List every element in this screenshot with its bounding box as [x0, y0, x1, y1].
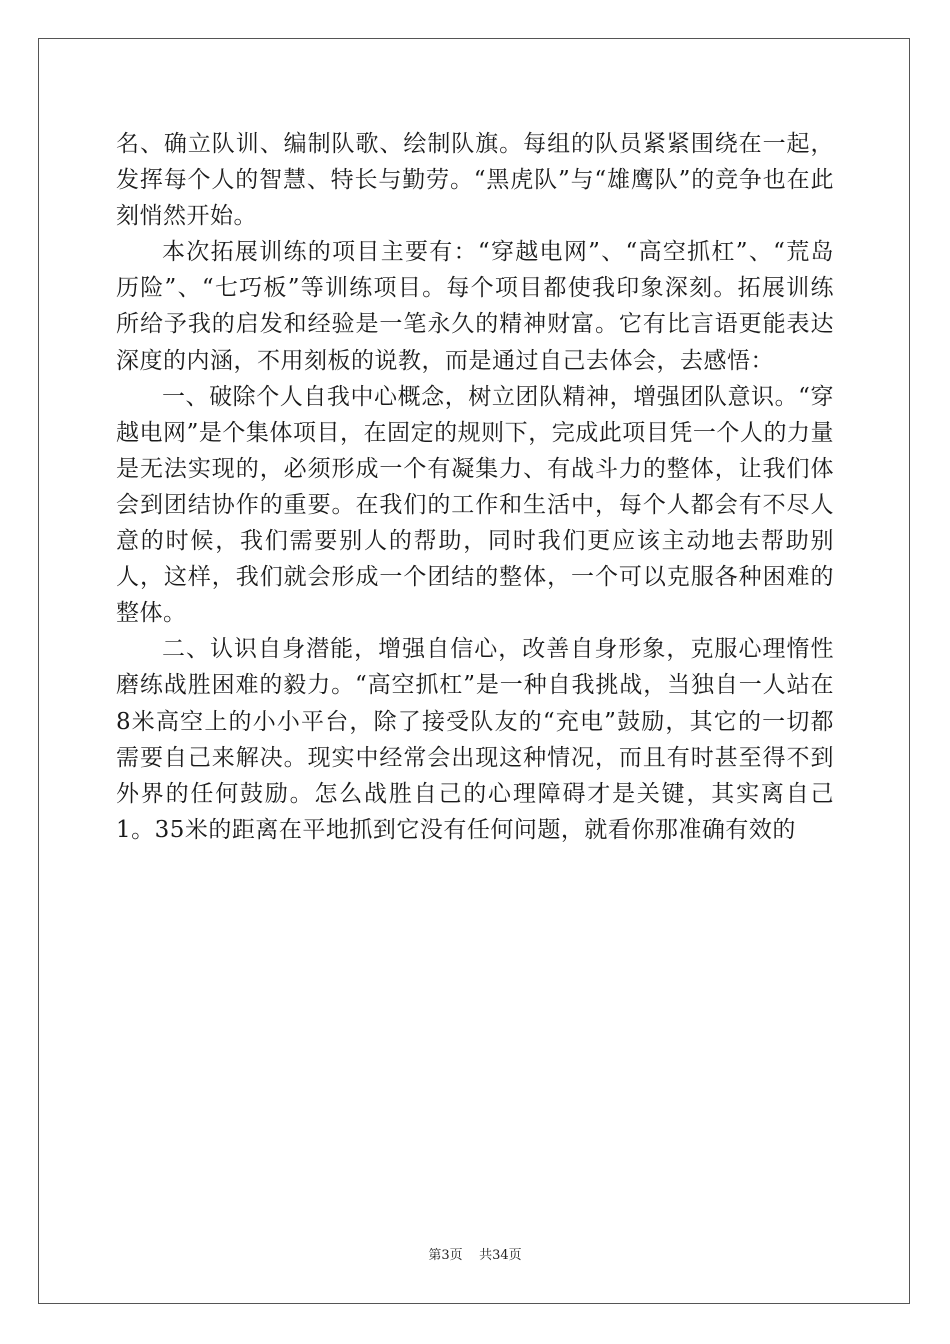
total-pages: 共34页 — [479, 1248, 522, 1263]
paragraph-1: 名、确立队训、编制队歌、绘制队旗。每组的队员紧紧围绕在一起，发挥每个人的智慧、特长与勤劳。“黑虎队”与“雄鹰队”的竞争也在此刻悄然开始。 — [116, 131, 834, 230]
page-footer — [0, 1244, 950, 1263]
page-number: 第3页 — [428, 1248, 463, 1263]
document-body — [116, 126, 834, 848]
paragraph-3: 一、破除个人自我中心概念，树立团队精神，增强团队意识。“穿越电网”是个集体项目，在固定的规则下，完成此项目凭一个人的力量是无法实现的，必须形成一个有凝集力、有战斗力的整体，让我们体会到团结协作的重要。在我们的工作和生活中，每个人都会有不尽人意的时候，我们需要别人的帮助，同时我们更应该主动地去帮助别人，这样，我们就会形成一个团结的整体，一个可以克服各种困难的整体。 — [116, 383, 834, 627]
paragraph-2: 本次拓展训练的项目主要有：“穿越电网”、“高空抓杠”、“荒岛历险”、“七巧板”等训练项目。每个项目都使我印象深刻。拓展训练所给予我的启发和经验是一笔永久的精神财富。它有比言语更能表达深度的内涵，不用刻板的说教，而是通过自己去体会，去感悟： — [116, 239, 834, 374]
paragraph-4: 二、认识自身潜能，增强自信心，改善自身形象，克服心理惰性磨练战胜困难的毅力。“高空抓杠”是一种自我挑战，当独自一人站在8米高空上的小小平台，除了接受队友的“充电”鼓励，其它的一切都需要自己来解决。现实中经常会出现这种情况，而且有时甚至得不到外界的任何鼓励。怎么战胜自己的心理障碍才是关键，其实离自己1。35米的距离在平地抓到它没有任何问题，就看你那准确有效的 — [116, 636, 834, 843]
